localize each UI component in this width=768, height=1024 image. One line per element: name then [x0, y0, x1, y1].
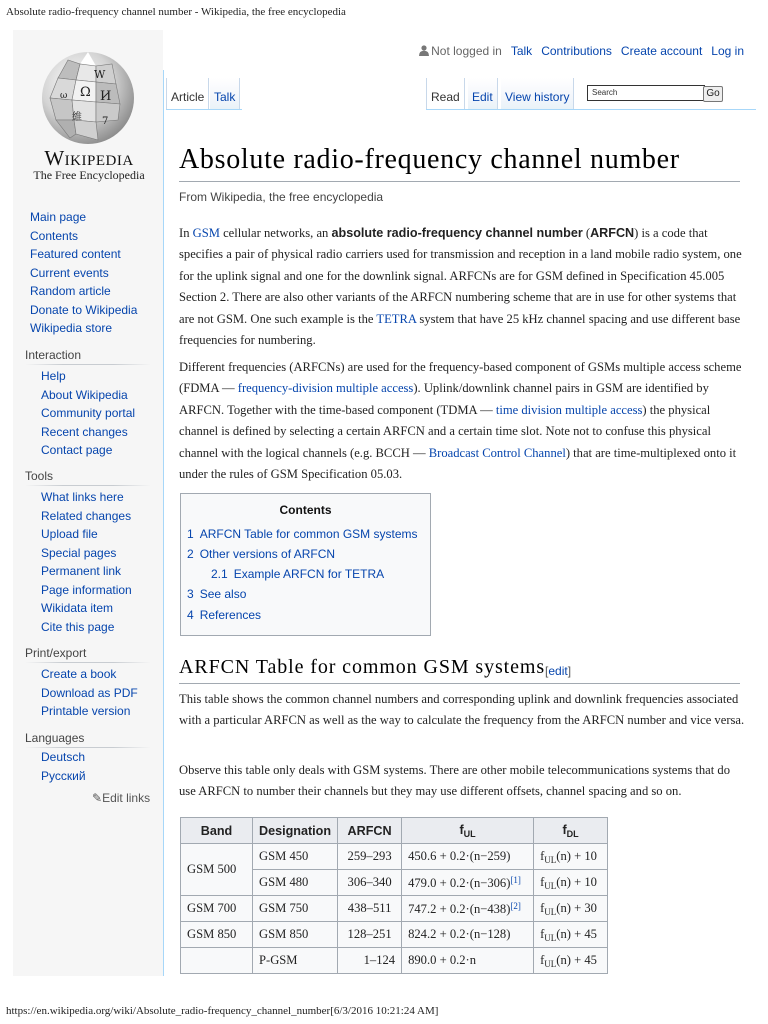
cell-fdl: $f_{UL}(n) + 45$: [534, 922, 608, 948]
print-header: Absolute radio-frequency channel number - Wikipedia, the free encyclopedia: [6, 6, 346, 18]
nav-contents[interactable]: Contents: [30, 228, 79, 243]
tab-article[interactable]: [166, 78, 209, 110]
cell-fdl: $f_{UL}(n) + 10$: [534, 870, 608, 896]
cell-ful: 747.2 + 0.2·(n−438)[2]: [402, 896, 534, 922]
toc-item-1[interactable]: 1 ARFCN Table for common GSM systems: [187, 527, 418, 541]
print-export-portal: [41, 665, 138, 721]
nav-download-as-pdf[interactable]: Download as PDF: [41, 685, 138, 700]
tools-divider: [25, 485, 151, 486]
toc-item-4[interactable]: 4 References: [187, 608, 262, 622]
tab-view-history-label: View history: [505, 90, 570, 104]
section-edit-link: [edit]: [545, 664, 572, 678]
link-tetra[interactable]: TETRA: [376, 311, 417, 326]
cell-arfcn: 1–124: [338, 948, 402, 974]
tab-edit-label: Edit: [472, 90, 493, 104]
link-gsm[interactable]: GSM: [192, 226, 220, 240]
toc-title: Contents: [279, 503, 332, 517]
page-title: Absolute radio-frequency channel number: [179, 144, 680, 175]
nav-random-article[interactable]: Random article: [30, 284, 111, 298]
personal-tools: [419, 44, 744, 58]
table-of-contents: [180, 493, 431, 636]
cell-arfcn: 259–293: [338, 844, 402, 870]
contributions-link[interactable]: Contributions: [541, 44, 612, 58]
tools-portal: [41, 488, 132, 636]
svg-text:W: W: [94, 68, 106, 81]
col-fdl: $f_{DL}$: [534, 818, 608, 844]
nav-wikipedia-store[interactable]: Wikipedia store: [30, 321, 113, 335]
term-arfcn-abbr: ARFCN: [590, 226, 635, 240]
table-row: [181, 922, 608, 948]
languages-heading: Languages: [25, 731, 85, 745]
cell-ful: 479.0 + 0.2·(n−306)[1]: [402, 870, 534, 896]
nav-upload-file[interactable]: Upload file: [41, 527, 98, 541]
tools-heading: Tools: [25, 469, 54, 483]
not-logged-in: Not logged in: [419, 44, 502, 58]
search-input[interactable]: Search: [587, 85, 705, 101]
cell-arfcn: 438–511: [338, 896, 402, 922]
wikipedia-wordmark: Wikipedia: [44, 146, 134, 170]
tab-talk[interactable]: [210, 78, 240, 110]
nav-cite-this-page[interactable]: Cite this page: [41, 619, 115, 634]
log-in-link[interactable]: Log in: [711, 44, 744, 58]
reference-2[interactable]: [2]: [510, 900, 521, 911]
nav-permanent-link[interactable]: Permanent link: [41, 564, 122, 578]
lang-deutsch[interactable]: Deutsch: [41, 750, 86, 764]
table-header-row: [181, 818, 608, 844]
nav-page-information[interactable]: Page information: [41, 582, 132, 597]
section-heading-arfcn-table: ARFCN Table for common GSM systems: [179, 656, 546, 678]
user-talk-link[interactable]: Talk: [510, 44, 533, 58]
nav-printable-version[interactable]: Printable version: [41, 704, 131, 718]
cell-designation: GSM 850: [253, 922, 338, 948]
nav-help[interactable]: Help: [41, 369, 66, 383]
cell-designation: P-GSM: [253, 948, 338, 974]
term-arfcn-full: absolute radio-frequency channel number: [331, 226, 583, 240]
toc-item-2-1[interactable]: 2.1 Example ARFCN for TETRA: [211, 567, 385, 581]
interaction-divider: [25, 364, 151, 365]
intro-paragraph: In GSM cellular networks, an absolute radio-frequency channel number (ARFCN) is a code that specifies a pair of physical radio carriers used for transmission and reception in a land mobile radio system, one for the uplink signal and one for the downlink signal. ARFCNs are for GSM defined in Specification 45.005 Section 2. There are also other variants of the ARFCN numbering scheme that are in use for other systems that are not GSM. One such example is the TETRA system that have 25 kHz channel spacing and use different base frequencies for numbering.: [179, 226, 742, 348]
cell-band: GSM 850: [181, 922, 253, 948]
tab-article-label: Article: [171, 90, 205, 104]
link-fdma[interactable]: frequency-division multiple access: [237, 381, 414, 396]
nav-recent-changes[interactable]: Recent changes: [41, 424, 128, 439]
table-row: [181, 844, 608, 870]
user-icon: [419, 45, 429, 56]
table-row: [181, 948, 608, 974]
nav-special-pages[interactable]: Special pages: [41, 545, 117, 560]
main-navigation: [30, 208, 137, 338]
fdma-paragraph: Different frequencies (ARFCNs) are used for the frequency-based component of GSMs multiple access scheme (FDMA — frequency-division multiple access). Uplink/downlink channel pairs in GSM are identified by ARFCN. Together with the time-based component (TDMA — time division multiple access) the physical channel is defined by selecting a certain ARFCN and a certain time slot. Note not to confuse this physical channel with the logical channels (e.g. BCCH — Broadcast Control Channel) that are time-multiplexed onto it under the rules of GSM Specification 05.03.: [179, 360, 742, 482]
link-tdma[interactable]: time division multiple access: [495, 402, 643, 417]
svg-text:ω: ω: [60, 91, 68, 101]
namespace-tabs-underline: [166, 109, 242, 110]
lang-russian[interactable]: Русский: [41, 768, 86, 783]
title-divider: [179, 181, 740, 182]
cell-fdl: $f_{UL}(n) + 30$: [534, 896, 608, 922]
print-footer: https://en.wikipedia.org/wiki/Absolute_radio-frequency_channel_number[6/3/2016 10:21:24 AM]: [6, 1005, 439, 1017]
cell-band: GSM 700: [181, 896, 253, 922]
cell-fdl: $f_{UL}(n) + 10$: [534, 844, 608, 870]
toc-item-2[interactable]: 2 Other versions of ARFCN: [187, 547, 336, 561]
nav-current-events[interactable]: Current events: [30, 265, 109, 280]
cell-band: [181, 948, 253, 974]
table-row: [181, 896, 608, 922]
cell-band: GSM 500: [181, 844, 253, 896]
print-export-heading: Print/export: [25, 646, 87, 660]
view-tabs-underline: [426, 109, 756, 110]
sidebar-border: [163, 70, 164, 976]
site-subtitle: From Wikipedia, the free encyclopedia: [179, 190, 384, 204]
col-arfcn: ARFCN: [338, 818, 402, 844]
nav-featured-content[interactable]: Featured content: [30, 247, 121, 261]
create-account-link[interactable]: Create account: [620, 44, 703, 58]
table-intro-paragraph: This table shows the common channel numbers and corresponding uplink and downlink frequencies associated with a particular ARFCN as well as the way to calculate the frequency from the ARFCN number and vice versa.: [179, 692, 745, 728]
edit-links-label: Edit links: [102, 791, 151, 805]
interaction-heading: Interaction: [25, 348, 82, 362]
cell-designation: GSM 750: [253, 896, 338, 922]
cell-fdl: $f_{UL}(n) + 45$: [534, 948, 608, 974]
tab-edit[interactable]: [468, 78, 498, 110]
search-go-button[interactable]: Go: [703, 86, 723, 102]
nav-main-page[interactable]: Main page: [30, 210, 87, 224]
wikipedia-globe-logo[interactable]: [36, 44, 140, 148]
cell-ful: 890.0 + 0.2·n: [402, 948, 534, 974]
nav-about-wikipedia[interactable]: About Wikipedia: [41, 387, 128, 402]
svg-text:И: И: [100, 89, 112, 104]
col-band: Band: [181, 818, 253, 844]
edit-interlanguage-links[interactable]: [92, 791, 150, 805]
cell-ful: 824.2 + 0.2·(n−128): [402, 922, 534, 948]
nav-community-portal[interactable]: Community portal: [41, 406, 136, 420]
tab-read[interactable]: [426, 78, 465, 110]
nav-create-a-book[interactable]: Create a book: [41, 667, 117, 681]
table-note-paragraph: Observe this table only deals with GSM systems. There are other mobile telecommunications systems that do use ARFCN to number their channels but they may use different offsets, channel spacing and so on.: [179, 763, 730, 799]
languages-portal: [41, 748, 86, 785]
svg-text:Ω: Ω: [80, 85, 91, 100]
pencil-icon: ✎: [92, 791, 103, 805]
col-designation: Designation: [253, 818, 338, 844]
tab-talk-label: Talk: [214, 90, 236, 104]
svg-text:7: 7: [102, 116, 109, 127]
cell-designation: GSM 480: [253, 870, 338, 896]
toc-item-3[interactable]: 3 See also: [187, 587, 247, 601]
nav-donate[interactable]: Donate to Wikipedia: [30, 302, 138, 317]
tab-read-label: Read: [431, 90, 460, 104]
cell-ful: 450.6 + 0.2·(n−259): [402, 844, 534, 870]
cell-arfcn: 306–340: [338, 870, 402, 896]
col-ful: $f_{UL}$: [402, 818, 534, 844]
nav-what-links-here[interactable]: What links here: [41, 490, 124, 504]
arfcn-table: [180, 817, 608, 974]
cell-arfcn: 128–251: [338, 922, 402, 948]
nav-related-changes[interactable]: Related changes: [41, 508, 132, 523]
reference-1[interactable]: [1]: [510, 874, 521, 885]
nav-contact-page[interactable]: Contact page: [41, 443, 113, 457]
nav-wikidata-item[interactable]: Wikidata item: [41, 601, 114, 615]
wikipedia-tagline: The Free Encyclopedia: [33, 168, 145, 182]
svg-text:維: 維: [72, 112, 82, 123]
section-divider: [179, 683, 740, 684]
tab-view-history[interactable]: [501, 78, 574, 110]
print-export-divider: [25, 662, 151, 663]
link-bcch[interactable]: Broadcast Control Channel: [428, 445, 566, 460]
interaction-portal: [41, 367, 135, 460]
section-edit-button[interactable]: edit: [548, 664, 568, 678]
cell-designation: GSM 450: [253, 844, 338, 870]
